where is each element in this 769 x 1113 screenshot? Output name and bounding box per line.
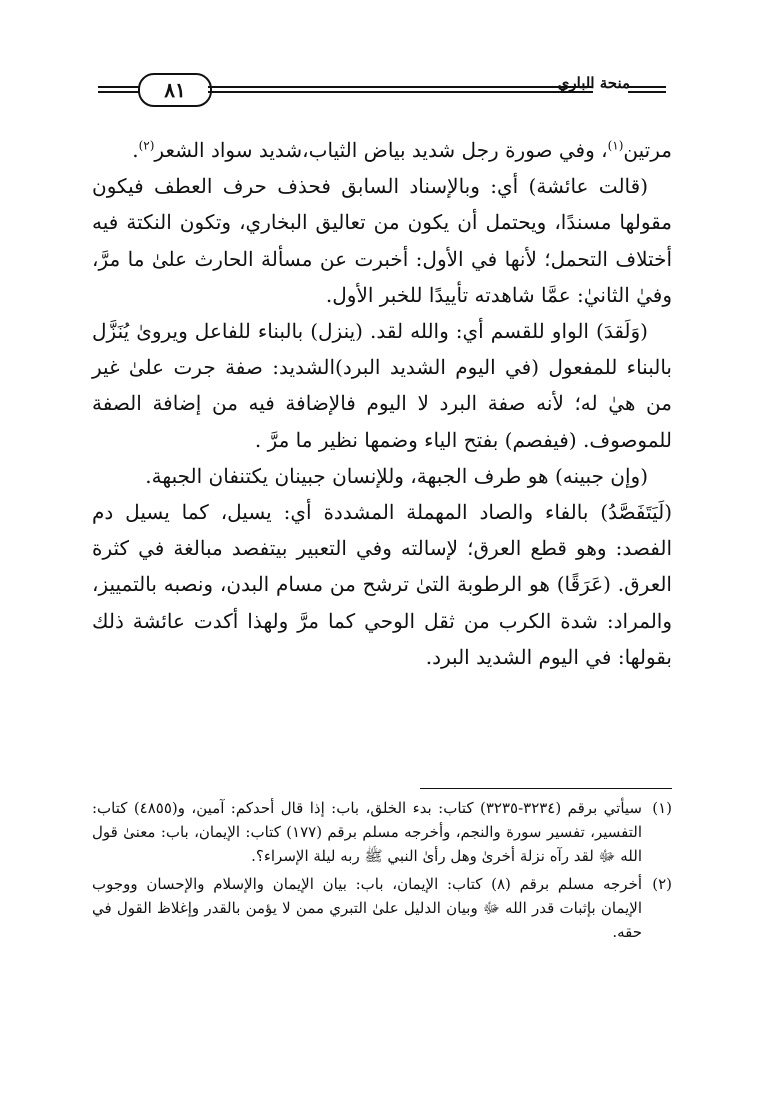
footnote-1-text: سيأتي برقم (٣٢٣٤-٣٢٣٥) كتاب: بدء الخلق، باب: إذا قال أحدكم: آمين، و(٤٨٥٥) كتاب: التفسير، تفسير سورة والنجم، وأخرجه مسلم برقم (١٧٧) كتاب: الإيمان، باب: معنىٰ قول الله ﷻ لقد رآه نزلة أخرىٰ وهل رأىٰ النبي ﷺ ربه ليلة الإسراء؟. (92, 799, 643, 865)
paragraph-4: (وإن جبينه) هو طرف الجبهة، وللإنسان جبينان يكتنفان الجبهة. (145, 463, 648, 488)
paragraph-1-text: مرتين (623, 138, 672, 162)
footnote-ref-2: (٢) (138, 138, 155, 153)
footnote-1-number: (١) (652, 799, 672, 817)
footnote-separator (420, 788, 672, 789)
header-rule-left (98, 86, 140, 93)
footnote-2 (92, 872, 672, 944)
running-title: منحة الباري (557, 74, 630, 92)
paragraph-5: (لَيَتَفَصَّدُ) بالفاء والصاد المهملة المشددة أي: يسيل، كما يسيل دم الفصد: وهو قطع العرق؛ لإسالته وفي التعبير بيتفصد مبالغة في كثرة العرق. (عَرَقًا) هو الرطوبة التیٰ ترشح من مسام البدن، ونصبه بالتمييز، والمراد: شدة الكرب من ثقل الوحي كما مرَّ ولهذا أكدت عائشة ذلك بقولها: في اليوم الشديد البرد. (92, 500, 672, 669)
footnote-2-text: أخرجه مسلم برقم (٨) كتاب: الإيمان، باب: بيان الإيمان والإسلام والإحسان ووجوب الإيمان بإثبات قدر الله ﷻ وبيان الدليل علىٰ التبري ممن لا يؤمن بالقدر وإغلاظ القول في حقه. (92, 875, 643, 941)
footnotes (92, 796, 672, 948)
header-rule-middle (208, 86, 593, 93)
body-text (92, 132, 672, 675)
header-rule-right (628, 86, 666, 93)
paragraph-1 (92, 132, 672, 168)
footnote-2-number: (٢) (652, 875, 672, 893)
footnote-ref-1: (١) (607, 138, 624, 153)
page-header (98, 70, 666, 118)
paragraph-3: (وَلَقدَ) الواو للقسم أي: والله لقد. (ينزل) بالبناء للفاعل ويرویٰ يُنَزَّل بالبناء للمفعول (في اليوم الشديد البرد)الشديد: صفة جرت علىٰ غير من هيٰ له؛ لأنه صفة البرد لا اليوم فالإضافة فيه من إضافة الصفة للموصوف. (فيفصم) بفتح الياء وضمها نظير ما مرَّ . (92, 319, 672, 452)
paragraph-1-text-3: . (132, 138, 139, 162)
paragraph-2: (قالت عائشة) أي: وبالإسناد السابق فحذف حرف العطف فيكون مقولها مسندًا، ويحتمل أن يكون من تعاليق البخاري، وتكون النكتة فيه أختلاف التحمل؛ لأنها في الأول: أخبرت عن مسألة الحارث علىٰ ما مرَّ، وفيٰ الثانيٰ: عمَّا شاهدته تأييدًا للخبر الأول. (92, 174, 672, 307)
page-number: ٨١ (138, 73, 212, 107)
paragraph-1-text-2: ، وفي صورة رجل شديد بياض الثياب،شديد سواد الشعر (154, 138, 608, 162)
footnote-1 (92, 796, 672, 868)
